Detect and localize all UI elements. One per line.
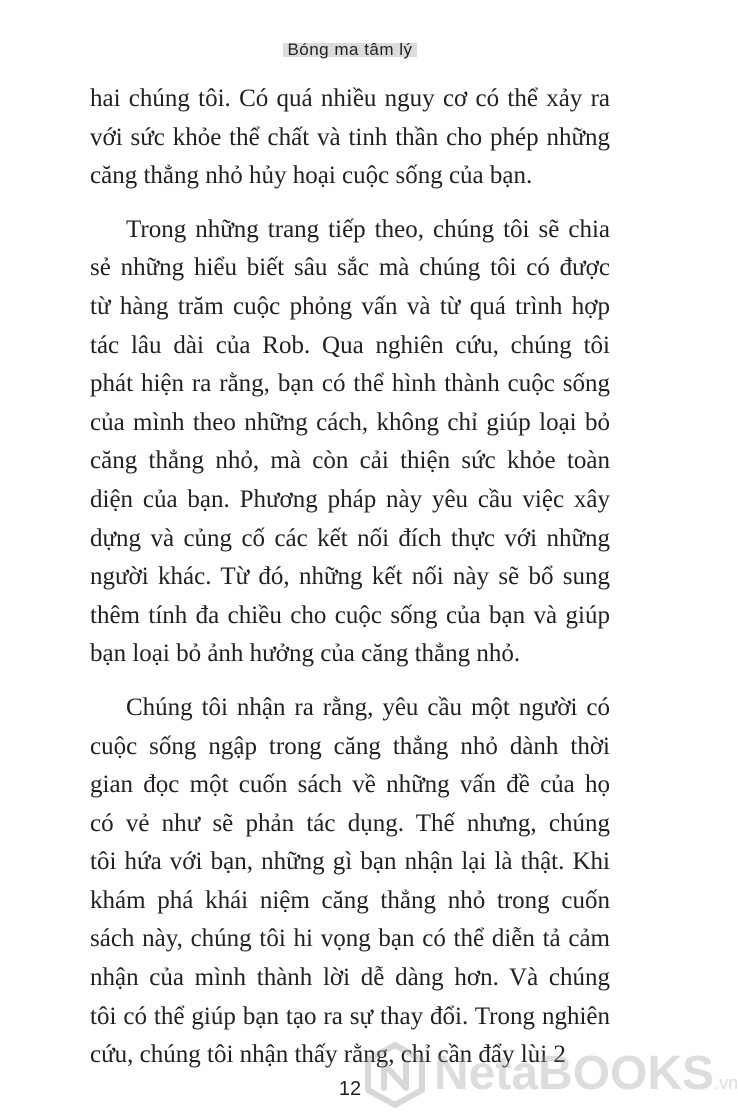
text-line: của mình theo những cách, không chỉ giúp loại bỏ	[90, 408, 610, 436]
netabooks-logo-icon	[362, 1042, 428, 1108]
text-line: cuộc sống ngập trong căng thẳng nhỏ dành thời	[90, 732, 610, 760]
text-line: tác lâu dài của Rob. Qua nghiên cứu, chúng tôi	[90, 331, 610, 359]
text-line: từ hàng trăm cuộc phỏng vấn và từ quá trình hợp	[90, 292, 610, 320]
paragraph	[90, 211, 610, 674]
text-line: dựng và củng cố các kết nối đích thực với những	[90, 524, 610, 552]
text-line: phát hiện ra rằng, bạn có thể hình thành cuộc sống	[90, 370, 610, 398]
text-line: sách này, chúng tôi hi vọng bạn có thể diễn tả cảm	[90, 925, 610, 953]
text-line: cứu, chúng tôi nhận thấy rằng, chỉ cần đẩy lùi 2	[90, 1041, 566, 1069]
text-line: nhận của mình thành lời dễ dàng hơn. Và chúng	[90, 964, 610, 992]
text-line: bạn loại bỏ ảnh hưởng của căng thẳng nhỏ.	[90, 640, 521, 668]
text-line: căng thẳng nhỏ, mà còn cải thiện sức khỏe toàn	[90, 447, 610, 475]
text-line: sẻ những hiểu biết sâu sắc mà chúng tôi có được	[90, 254, 610, 282]
paragraph	[90, 689, 610, 1075]
text-line: người khác. Từ đó, những kết nối này sẽ bổ sung	[90, 563, 610, 591]
text-line: khám phá khái niệm căng thẳng nhỏ trong cuốn	[90, 886, 610, 914]
text-line: diện của bạn. Phương pháp này yêu cầu việc xây	[90, 485, 610, 513]
page-number: 12	[338, 1078, 362, 1100]
text-line: Chúng tôi nhận ra rằng, yêu cầu một người có	[126, 693, 610, 721]
text-line: tôi hứa với bạn, những gì bạn nhận lại là thật. Khi	[90, 848, 610, 876]
text-line: tôi có thể giúp bạn tạo ra sự thay đổi. Trong nghiên	[90, 1002, 610, 1030]
text-line: thêm tính đa chiều cho cuộc sống của bạn và giúp	[90, 601, 610, 629]
running-head-title: Bóng ma tâm lý	[283, 40, 416, 60]
text-line: hai chúng tôi. Có quá nhiều nguy cơ có thể xảy ra	[90, 85, 610, 112]
body-text	[90, 80, 610, 1075]
watermark-domain-suffix: .vn	[714, 1073, 738, 1093]
text-line: căng thẳng nhỏ hủy hoại cuộc sống của bạn.	[90, 162, 533, 190]
watermark	[362, 1040, 738, 1110]
text-line: gian đọc một cuốn sách về những vấn đề của họ	[90, 771, 610, 799]
watermark-brand	[434, 1044, 738, 1113]
paragraph	[90, 80, 610, 196]
running-head	[0, 40, 700, 60]
text-line: có vẻ như sẽ phản tác dụng. Thế nhưng, chúng	[90, 809, 610, 837]
watermark-brand-name: NetaBOOKS	[434, 1047, 715, 1100]
text-line: Trong những trang tiếp theo, chúng tôi sẽ chia	[126, 215, 610, 243]
text-line: với sức khỏe thể chất và tinh thần cho phép những	[90, 123, 610, 151]
